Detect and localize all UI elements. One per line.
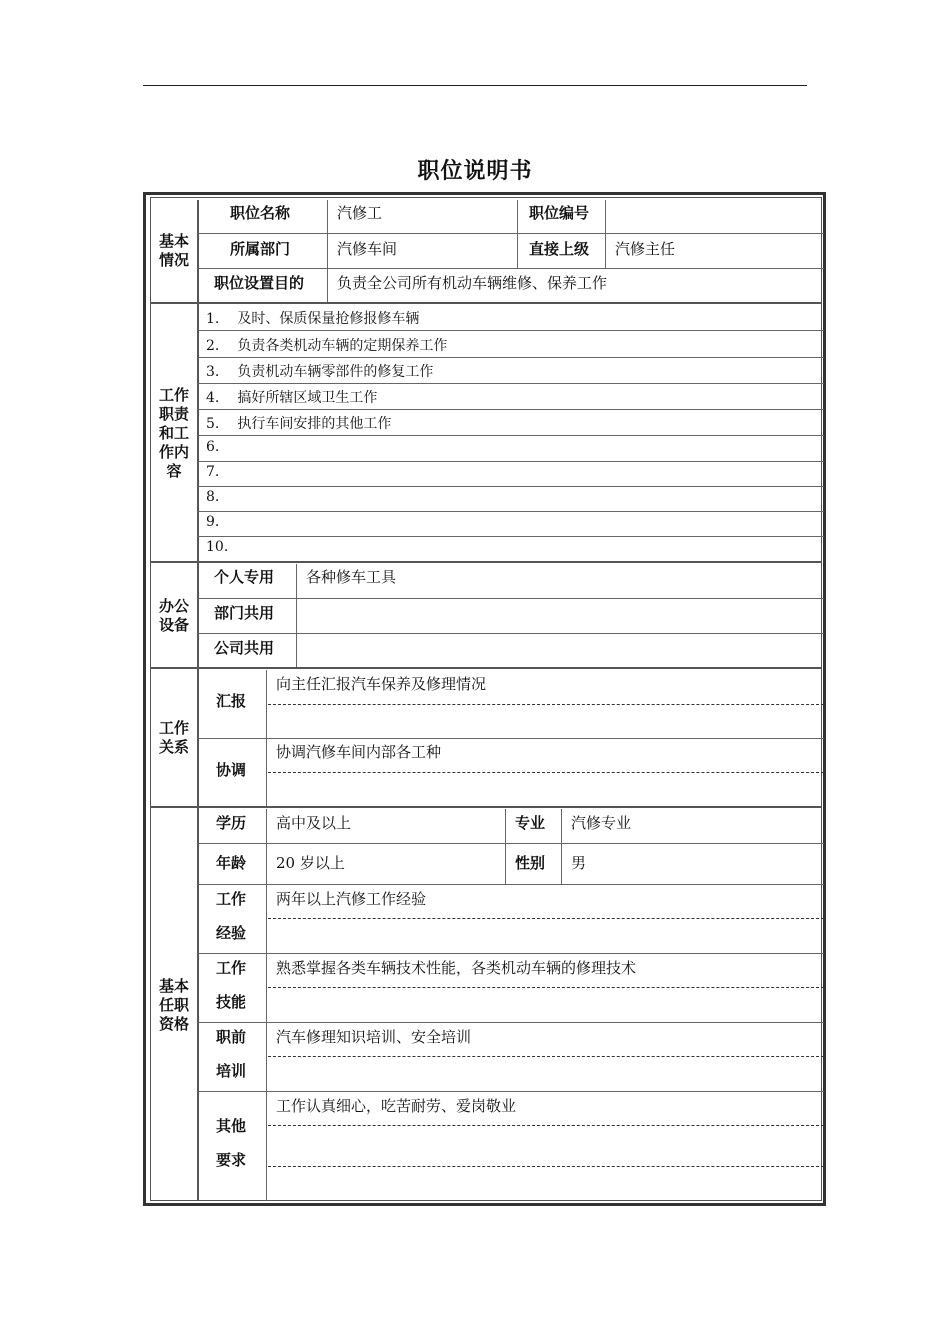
training-label-line1: 职前 [216, 1028, 247, 1046]
divider [198, 435, 824, 436]
divider [198, 357, 824, 358]
dept-equip-label: 部门共用 [214, 604, 275, 622]
age-value: 20 岁以上 [276, 854, 345, 872]
divider [198, 330, 824, 331]
section-duties-label: 工作 职责 和工 作内 容 [158, 386, 189, 480]
dashed-line [268, 1125, 824, 1126]
dashed-line [268, 918, 824, 919]
divider [198, 383, 824, 384]
divider [198, 536, 824, 537]
divider [198, 409, 824, 410]
divider [605, 200, 606, 268]
training-value: 汽车修理知识培训、安全培训 [276, 1028, 472, 1046]
divider [198, 511, 824, 512]
section-qualification-label: 基本 任职 资格 [158, 976, 189, 1033]
position-name-label: 职位名称 [230, 204, 291, 222]
page-title: 职位说明书 [417, 159, 533, 184]
education-label: 学历 [216, 814, 247, 832]
coord-label: 协调 [216, 761, 247, 779]
duty-item: 8. [206, 489, 220, 505]
duty-item: 5. 执行车间安排的其他工作 [206, 416, 392, 432]
purpose-label: 职位设置目的 [214, 274, 305, 292]
divider [198, 461, 824, 462]
skill-value: 熟悉掌握各类车辆技术性能，各类机动车辆的修理技术 [276, 959, 637, 977]
duty-item: 2. 负责各类机动车辆的定期保养工作 [206, 338, 448, 354]
duty-item: 4. 搞好所辖区域卫生工作 [206, 390, 378, 406]
divider [296, 564, 297, 668]
divider [198, 843, 824, 844]
dept-value: 汽修车间 [337, 240, 398, 258]
divider [198, 598, 824, 599]
divider [198, 738, 824, 739]
skill-label-line2: 技能 [216, 993, 247, 1011]
divider [505, 809, 506, 884]
skill-label-line1: 工作 [216, 959, 247, 977]
dashed-line [268, 987, 824, 988]
gender-label: 性别 [515, 854, 546, 872]
dashed-line [268, 1056, 824, 1057]
position-code-label: 职位编号 [529, 204, 590, 222]
dashed-line [268, 704, 824, 705]
duty-item: 3. 负责机动车辆零部件的修复工作 [206, 364, 434, 380]
divider [198, 1022, 824, 1023]
section-column-divider [197, 200, 199, 1200]
duty-item: 7. [206, 464, 220, 480]
other-label-line2: 要求 [216, 1151, 247, 1169]
report-label: 汇报 [216, 692, 247, 710]
gender-value: 男 [571, 854, 587, 872]
purpose-value: 负责全公司所有机动车辆维修、保养工作 [337, 274, 608, 292]
divider [327, 200, 328, 302]
duty-item: 1. 及时、保质保量抢修报修车辆 [206, 311, 420, 327]
report-value: 向主任汇报汽车保养及修理情况 [276, 675, 487, 693]
duty-item: 10. [206, 539, 229, 555]
section-divider [150, 667, 822, 669]
training-label-line2: 培训 [216, 1062, 247, 1080]
age-label: 年龄 [216, 854, 247, 872]
major-label: 专业 [515, 814, 546, 832]
section-basic-label: 基本 情况 [158, 232, 189, 269]
divider [198, 633, 824, 634]
divider [561, 809, 562, 884]
divider [198, 268, 824, 269]
experience-label-line1: 工作 [216, 890, 247, 908]
divider [266, 809, 267, 1201]
divider [198, 884, 824, 885]
section-equipment-label: 办公 设备 [158, 597, 189, 634]
personal-equip-value: 各种修车工具 [306, 568, 397, 586]
dept-label: 所属部门 [230, 240, 291, 258]
duty-item: 9. [206, 514, 220, 530]
company-equip-label: 公司共用 [214, 639, 275, 657]
other-label-line1: 其他 [216, 1117, 247, 1135]
section-divider [150, 302, 822, 304]
experience-label-line2: 经验 [216, 924, 247, 942]
divider [517, 200, 518, 268]
position-name-value: 汽修工 [337, 204, 383, 222]
dashed-line [268, 772, 824, 773]
header-rule [143, 85, 807, 86]
dashed-line [268, 1166, 824, 1167]
divider [198, 233, 824, 234]
duty-item: 6. [206, 439, 220, 455]
divider [198, 486, 824, 487]
superior-value: 汽修主任 [615, 240, 676, 258]
divider [198, 953, 824, 954]
section-relations-label: 工作 关系 [158, 719, 189, 756]
other-value: 工作认真细心，吃苦耐劳、爱岗敬业 [276, 1097, 517, 1115]
section-divider [150, 561, 822, 563]
section-divider [150, 806, 822, 808]
personal-equip-label: 个人专用 [214, 568, 275, 586]
education-value: 高中及以上 [276, 814, 352, 832]
divider [198, 1091, 824, 1092]
major-value: 汽修专业 [571, 814, 632, 832]
coord-value: 协调汽修车间内部各工种 [276, 743, 442, 761]
experience-value: 两年以上汽修工作经验 [276, 890, 427, 908]
superior-label: 直接上级 [529, 240, 590, 258]
